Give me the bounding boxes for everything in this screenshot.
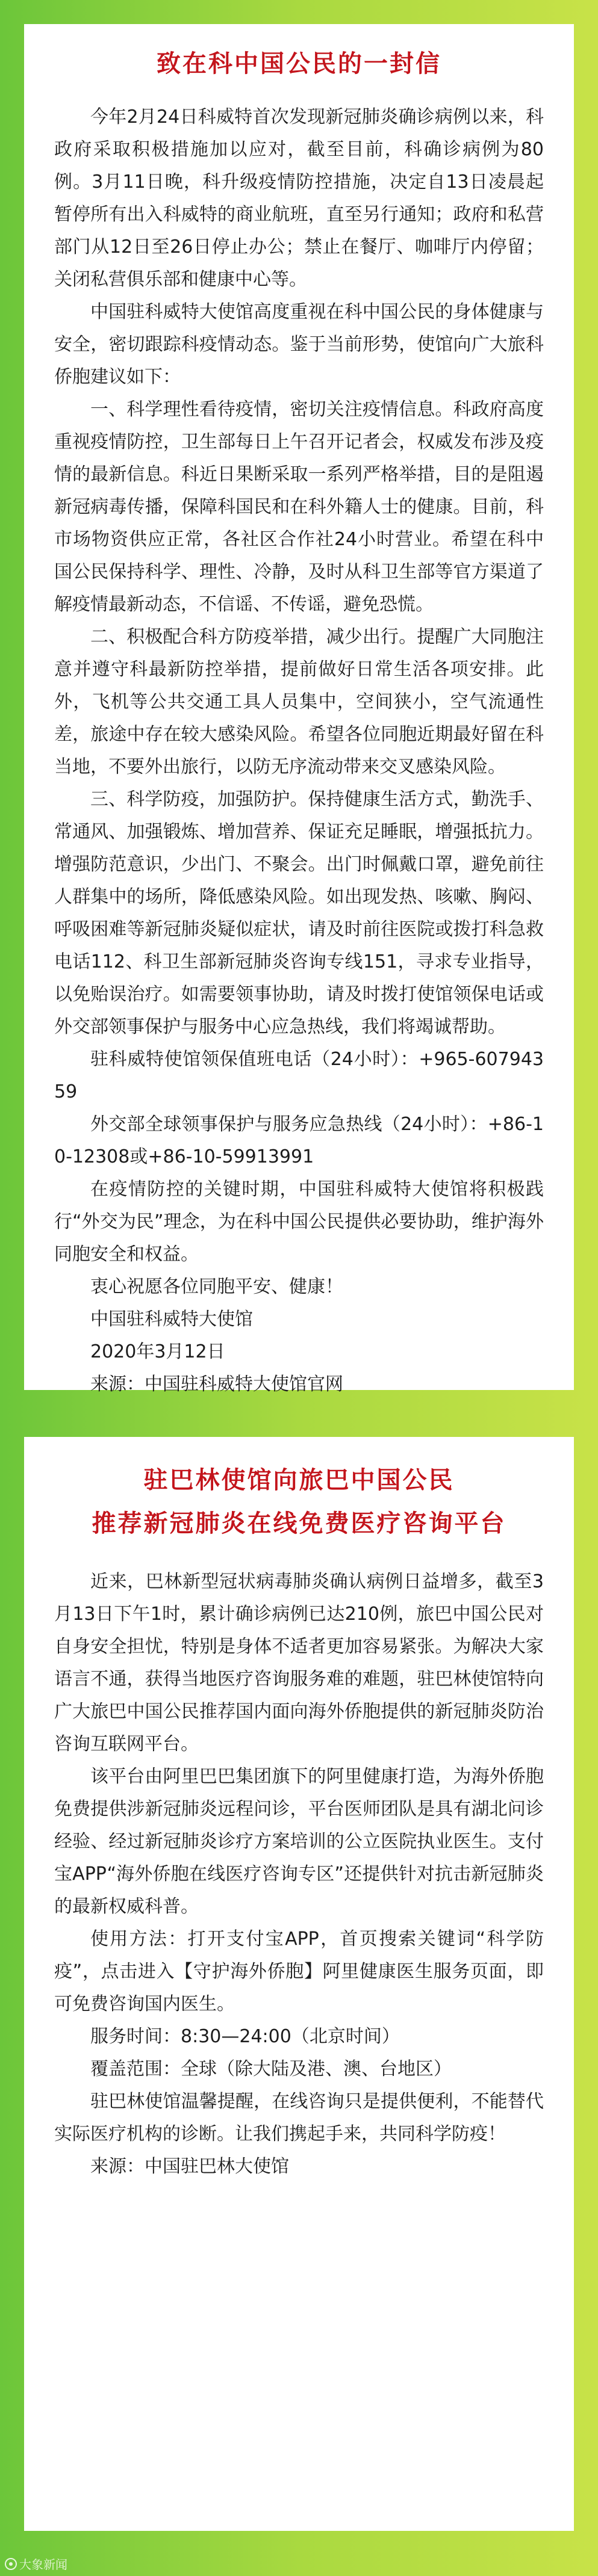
- watermark: [5, 2555, 67, 2572]
- embassy-letter-card: [24, 24, 574, 1395]
- notice-usage: 使用方法：打开支付宝APP，首页搜索关键词“科学防疫”，点击进入【守护海外侨胞】阿里健康医生服务页面，即可免费咨询国内医生。: [54, 1929, 544, 2015]
- watermark-logo-icon: [5, 2558, 17, 2570]
- letter-paragraph-point-1: 一、科学理性看待疫情，密切关注疫情信息。科政府高度重视疫情防控，卫生部每日上午召开记者会，权威发布涉及疫情的最新信息。科近日果断采取一系列严格举措，目的是阻遏新冠病毒传播，保障科国民和在科外籍人士的健康。目前，科市场物资供应正常，各社区合作社24小时营业。希望在科中国公民保持科学、理性、冷静，及时从科卫生部等官方渠道了解疫情最新动态，不信谣、不传谣，避免恐慌。: [54, 399, 544, 615]
- notice-reminder: 驻巴林使馆温馨提醒，在线咨询只是提供便利，不能替代实际医疗机构的诊断。让我们携起手来，共同科学防疫！: [54, 2091, 544, 2145]
- letter-paragraph-closing: 在疫情防控的关键时期，中国驻科威特大使馆将积极践行“外交为民”理念，为在科中国公民提供必要协助，维护海外同胞安全和权益。: [54, 1179, 544, 1265]
- letter-paragraph-point-3: 三、科学防疫，加强防护。保持健康生活方式，勤洗手、常通风、加强锻炼、增加营养、保证充足睡眠，增强抵抗力。增强防范意识，少出门、不聚会。出门时佩戴口罩，避免前往人群集中的场所，降低感染风险。如出现发热、咳嗽、胸闷、呼吸困难等新冠肺炎疑似症状，请及时前往医院或拨打科急救电话112、科卫生部新冠肺炎咨询专线151，寻求专业指导，以免贻误治疗。如需要领事协助，请及时拨打使馆领保电话或外交部领事保护与服务中心应急热线，我们将竭诚帮助。: [54, 789, 544, 1037]
- notice-paragraph-intro: 近来，巴林新型冠状病毒肺炎确认病例日益增多，截至3月13日下午1时，累计确诊病例已达210例，旅巴中国公民对自身安全担忧，特别是身体不适者更加容易紧张。为解决大家语言不通，获得当地医疗咨询服务难的难题，驻巴林使馆特向广大旅巴中国公民推荐国内面向海外侨胞提供的新冠肺炎防治咨询互联网平台。: [54, 1571, 544, 1755]
- letter-signature: 中国驻科威特大使馆: [90, 1309, 253, 1330]
- letter-title-block: [54, 24, 544, 101]
- letter-wishes: 衷心祝愿各位同胞平安、健康！: [90, 1276, 343, 1297]
- letter-paragraph-intro: 今年2月24日科威特首次发现新冠肺炎确诊病例以来，科政府采取积极措施加以应对，截至目前，科确诊病例为80例。3月11日晚，科升级疫情防控措施，决定自13日凌晨起暂停所有出入科威特的商业航班，直至另行通知；政府和私营部门从12日至26日停止办公；禁止在餐厅、咖啡厅内停留；关闭私营俱乐部和健康中心等。: [54, 107, 544, 290]
- letter-source: 来源：中国驻科威特大使馆官网: [90, 1374, 343, 1395]
- letter-date: 2020年3月12日: [90, 1341, 225, 1362]
- bahrain-notice-card: [24, 1437, 574, 2531]
- letter-paragraph-point-2: 二、积极配合科方防疫举措，减少出行。提醒广大同胞注意并遵守科最新防控举措，提前做好日常生活各项安排。此外，飞机等公共交通工具人员集中，空间狭小，空气流通性差，旅途中存在较大感染风险。希望各位同胞近期最好留在科当地，不要外出旅行，以防无序流动带来交叉感染风险。: [54, 626, 544, 777]
- notice-title-line-2: 推荐新冠肺炎在线免费医疗咨询平台: [92, 1510, 506, 1537]
- notice-service-hours: 服务时间：8:30—24:00（北京时间）: [90, 2026, 400, 2047]
- notice-source: 来源：中国驻巴林大使馆: [90, 2156, 289, 2177]
- letter-hotline-embassy: 驻科威特使馆领保值班电话（24小时）：+965-60794359: [54, 1049, 544, 1102]
- notice-title-line-1: 驻巴林使馆向旅巴中国公民: [143, 1466, 455, 1494]
- letter-hotline-mfa: 外交部全球领事保护与服务应急热线（24小时）：+86-10-12308或+86-10-59913991: [54, 1114, 544, 1167]
- letter-paragraph-advice-intro: 中国驻科威特大使馆高度重视在科中国公民的身体健康与安全，密切跟踪科疫情动态。鉴于当前形势，使馆向广大旅科侨胞建议如下：: [54, 301, 544, 388]
- watermark-text: 大象新闻: [19, 2557, 67, 2572]
- notice-title-block: [54, 1437, 544, 1566]
- letter-title: 致在科中国公民的一封信: [157, 50, 441, 78]
- notice-paragraph-platform: 该平台由阿里巴巴集团旗下的阿里健康打造，为海外侨胞免费提供涉新冠肺炎远程问诊，平台医师团队是具有湖北问诊经验、经过新冠肺炎诊疗方案培训的公立医院执业医生。支付宝APP“海外侨胞在线医疗咨询专区”还提供针对抗击新冠肺炎的最新权威科普。: [54, 1766, 544, 1917]
- notice-coverage: 覆盖范围：全球（除大陆及港、澳、台地区）: [90, 2059, 452, 2080]
